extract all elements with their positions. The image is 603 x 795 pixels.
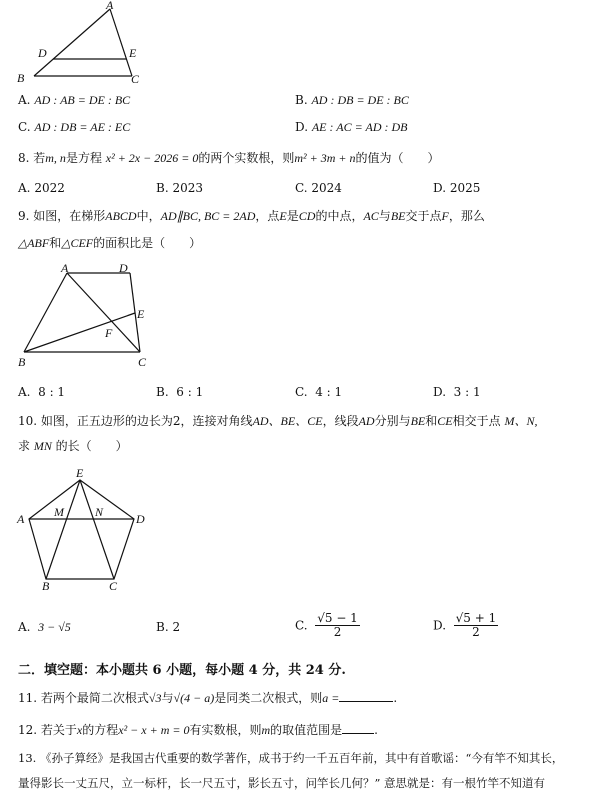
question-9-stem-line1: 9. 如图，在梯形ABCD中，AD∥BC, BC = 2AD，点E是CD的中点，AC与BE交于点F，那么 [18,209,485,223]
q7-option-c[interactable]: C. AD : DB = AE : EC [18,120,131,134]
triangle-figure [14,0,139,88]
question-13-line2: 量得影长一丈五尺，立一标杆，长一尺五寸，影长五寸，问竿长几何？” 意思就是：有一根竹竿不知道有 [18,776,546,790]
q10-option-b[interactable]: B. 2 [156,620,181,634]
question-11: 11. 若两个最简二次根式√3与√(4 − a)是同类二次根式，则a = . [18,691,398,705]
label-E: E [129,46,137,60]
label-D: D [38,46,47,60]
label-F: F [105,326,113,340]
label-B: B [18,355,26,369]
q8-option-c[interactable]: C. 2024 [295,181,342,195]
question-10-stem-line1: 10. 如图，正五边形的边长为2，连接对角线AD、BE、CE，线段AD分别与BE和CE相交于点 M、N, [18,414,538,428]
q10-option-a[interactable]: A. 3 − √5 [18,620,71,634]
question-9-stem-line2: △ABF和△CEF的面积比是（ ） [18,236,202,250]
q9-option-b[interactable]: B. 6 : 1 [156,385,204,399]
label-A: A [17,512,25,526]
q9-option-c[interactable]: C. 4 : 1 [295,385,343,399]
answer-blank-12[interactable] [342,733,374,734]
q9-option-a[interactable]: A. 8 : 1 [18,385,66,399]
q10-option-d[interactable]: D. $\frac{√5 + 1}{2}$ [433,611,497,639]
label-E: E [137,307,145,321]
label-B: B [42,579,50,593]
q7-option-b[interactable]: B. AD : DB = DE : BC [295,93,409,107]
label-C: C [109,579,118,593]
label-A: A [106,0,114,12]
trapezoid-figure [14,260,159,375]
q9-option-d[interactable]: D. 3 : 1 [433,385,481,399]
label-A: A [61,261,69,275]
question-12: 12. 若关于x的方程x² − x + m = 0有实数根，则m的取值范围是 . [18,723,378,737]
pentagon-figure [14,464,164,594]
label-C: C [138,355,147,369]
label-E: E [76,466,84,480]
q10-option-c[interactable]: C. $\frac{√5 - 1}{2}$ [295,611,358,639]
label-N: N [95,505,104,519]
label-D: D [119,261,128,275]
label-D: D [136,512,145,526]
question-10-stem-line2: 求 MN 的长（ ） [18,439,128,453]
q7-option-a[interactable]: A. AD : AB = DE : BC [18,93,131,107]
q7-option-d[interactable]: D. AE : AC = AD : DB [295,120,408,134]
label-B: B [17,71,25,85]
label-C: C [131,72,139,86]
question-8-stem: 8. 若m, n是方程 x² + 2x − 2026 = 0的两个实数根，则m² + 3m + n的值为（ ） [18,151,440,165]
section-title: 二．填空题：本小题共 6 小题，每小题 4 分，共 24 分. [18,663,346,678]
q8-option-b[interactable]: B. 2023 [156,181,204,195]
q8-option-d[interactable]: D. 2025 [433,181,481,195]
q8-option-a[interactable]: A. 2022 [18,181,65,195]
label-M: M [54,505,64,519]
question-13-line1: 13. 《孙子算经》是我国古代重要的数学著作，成书于约一千五百年前，其中有首歌谣：“今有竿不知其长， [18,751,564,765]
answer-blank-11[interactable] [339,701,393,702]
